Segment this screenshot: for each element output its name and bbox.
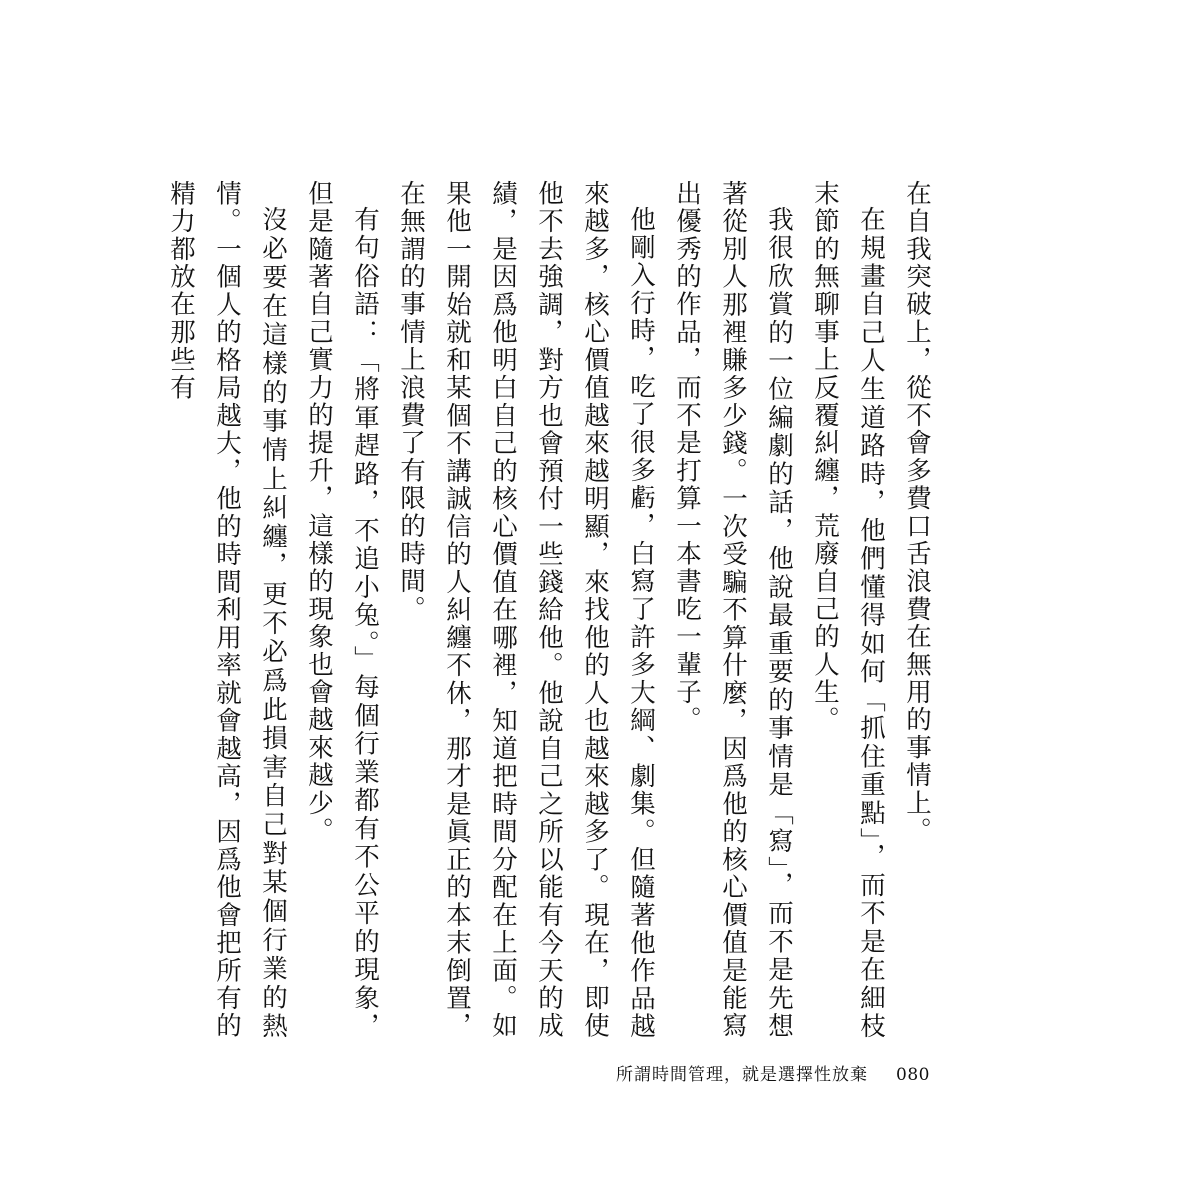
page-footer [616,1060,930,1085]
running-title: 所謂時間管理，就是選擇性放棄 [616,1065,869,1085]
paragraph-3: 我很欣賞的一位編劇的話，他說最重要的事情是「寫」，而不是先想著從別人那裡賺多少錢。一次受騙不算什麼，因爲他的核心價值是能寫出優秀的作品，而不是打算一本書吃一輩子。 [672,180,794,1040]
vertical-text-body [166,180,940,1040]
paragraph-1: 在自我突破上，從不會多費口舌浪費在無用的事情上。 [902,180,932,845]
paragraph-2: 在規畫自己人生道路時，他們懂得如何「抓住重點」，而不是在細枝末節的無聊事上反覆糾纏，荒廢自己的人生。 [810,180,886,1040]
page-number: 080 [896,1065,930,1085]
paragraph-4: 他剛入行時，吃了很多虧，白寫了許多大綱、劇集。但隨著他作品越來越多，核心價值越來越明顯，來找他的人也越來越多了。現在，即使他不去強調，對方也會預付一些錢給他。他說自己之所以能有今天的成績，是因爲他明白自己的核心價值在哪裡，知道把時間分配在上面。如果他一開始就和某個不講誠信的人糾纏不休，那才是眞正的本末倒置，在無謂的事情上浪費了有限的時間。 [396,180,656,1040]
paragraph-6: 沒必要在這樣的事情上糾纏，更不必爲此損害自己對某個行業的熱情。一個人的格局越大，他的時間利用率就會越高，因爲他會把所有的精力都放在那些有 [166,180,288,1040]
paragraph-5: 有句俗語：「將軍趕路，不追小兔。」每個行業都有不公平的現象，但是隨著自己實力的提升，這樣的現象也會越來越少。 [304,180,380,1040]
